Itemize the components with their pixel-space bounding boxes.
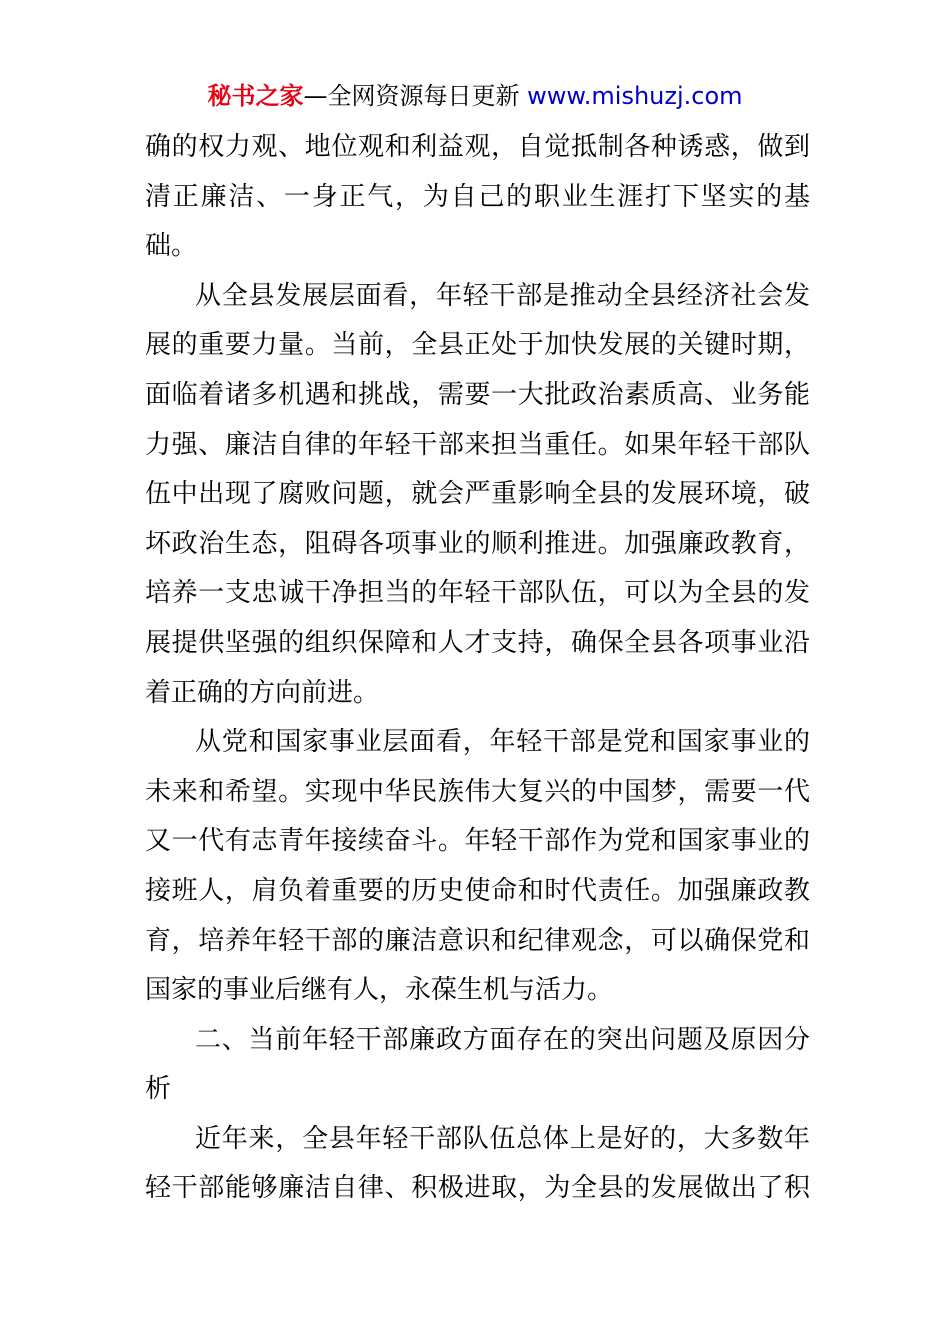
document-body (145, 123, 810, 1214)
site-url-link[interactable]: www.mishuzj.com (527, 82, 743, 110)
site-header (0, 80, 950, 112)
paragraph-national-level: 从党和国家事业层面看，年轻干部是党和国家事业的未来和希望。实现中华民族伟大复兴的中国梦，需要一代又一代有志青年接续奋斗。年轻干部作为党和国家事业的接班人，肩负着重要的历史使命和时代责任。加强廉政教育，培养年轻干部的廉洁意识和纪律观念，可以确保党和国家的事业后继有人，永葆生机与活力。 (145, 727, 810, 1006)
paragraph-continuation: 确的权力观、地位观和利益观，自觉抵制各种诱惑，做到清正廉洁、一身正气，为自己的职业生涯打下坚实的基础。 (145, 132, 810, 262)
paragraph-county-level: 从全县发展层面看，年轻干部是推动全县经济社会发展的重要力量。当前，全县正处于加快发展的关键时期，面临着诸多机遇和挑战，需要一大批政治素质高、业务能力强、廉洁自律的年轻干部来担当重任。如果年轻干部队伍中出现了腐败问题，就会严重影响全县的发展环境，破坏政治生态，阻碍各项事业的顺利推进。加强廉政教育，培养一支忠诚干净担当的年轻干部队伍，可以为全县的发展提供坚强的组织保障和人才支持，确保全县各项事业沿着正确的方向前进。 (145, 280, 810, 708)
site-tagline: —全网资源每日更新 (303, 82, 528, 110)
paragraph-recent-years: 近年来，全县年轻干部队伍总体上是好的，大多数年轻干部能够廉洁自律、积极进取，为全县的发展做出了积 (145, 1123, 810, 1204)
site-brand: 秘书之家 (207, 82, 304, 110)
section-heading-two: 二、当前年轻干部廉政方面存在的突出问题及原因分析 (145, 1024, 810, 1105)
